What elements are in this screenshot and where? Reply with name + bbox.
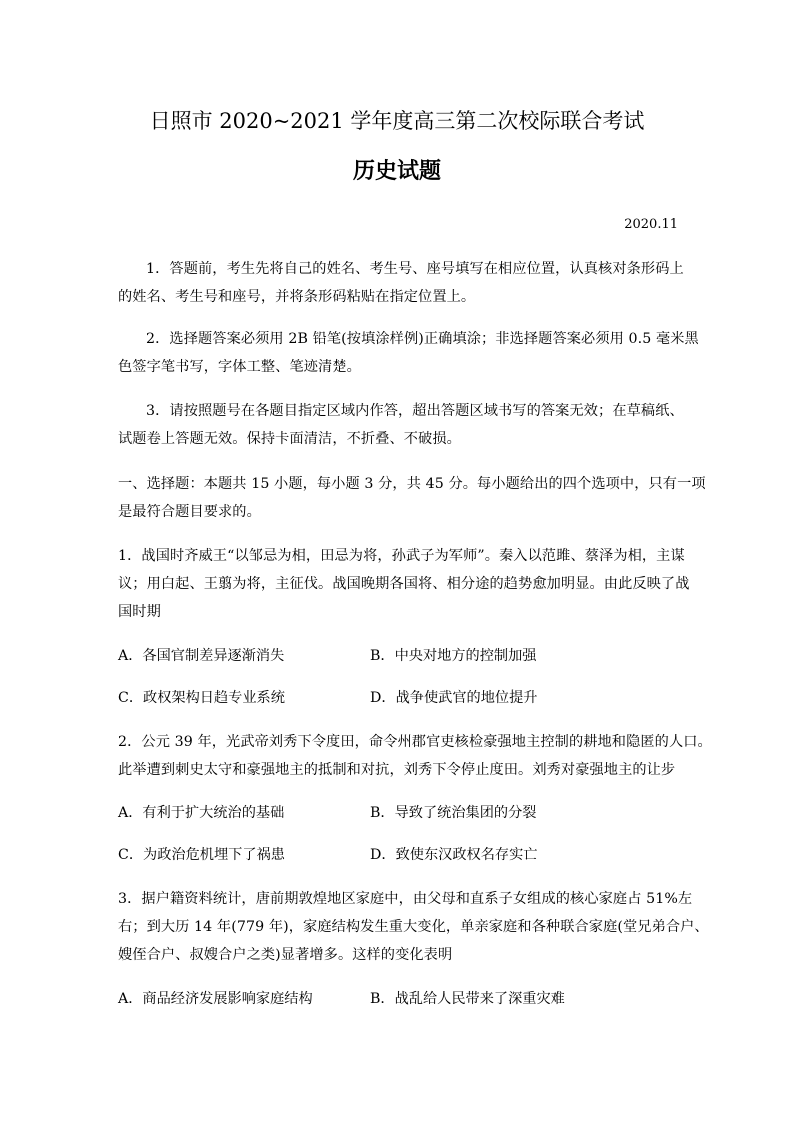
exam-title: 日照市 2020~2021 学年度高三第二次校际联合考试: [149, 109, 645, 133]
instruction-line: 试题卷上答题无效。保持卡面清洁，不折叠、不破损。: [118, 431, 461, 447]
option-b: B．中央对地方的控制加强: [370, 648, 537, 664]
instruction-line: 3．请按照题号在各题目指定区域内作答，超出答题区域书写的答案无效；在草稿纸、: [146, 403, 684, 419]
question-stem-line: 嫂侄合户、叔嫂合户之类)显著增多。这样的变化表明: [118, 947, 453, 963]
exam-date: 2020.11: [624, 217, 678, 232]
option-a: A．各国官制差异逐渐消失: [118, 648, 285, 664]
question-stem-line: 2．公元 39 年，光武帝刘秀下令度田，命令州郡官吏核检豪强地主控制的耕地和隐匿的人口。: [118, 734, 712, 750]
instruction-line: 的姓名、考生号和座号，并将条形码粘贴在指定位置上。: [118, 289, 476, 305]
option-b: B．导致了统治集团的分裂: [370, 805, 537, 821]
option-d: D．致使东汉政权名存实亡: [370, 847, 538, 863]
instruction-line: 1．答题前，考生先将自己的姓名、考生号、座号填写在相应位置，认真核对条形码上: [146, 261, 684, 277]
question-stem-line: 此举遭到刺史太守和豪强地主的抵制和对抗，刘秀下令停止度田。刘秀对豪强地主的让步: [118, 762, 676, 778]
subject-title: 历史试题: [352, 158, 441, 184]
instruction-line: 色签字笔书写，字体工整、笔迹清楚。: [118, 359, 361, 375]
option-a: A．有利于扩大统治的基础: [118, 805, 285, 821]
question-stem-line: 议；用白起、王翦为将，主征伐。战国晚期各国将、相分途的趋势愈加明显。由此反映了战: [118, 576, 690, 592]
option-d: D．战争使武官的地位提升: [370, 690, 538, 706]
option-c: C．为政治危机埋下了祸患: [118, 847, 285, 863]
option-b: B．战乱给人民带来了深重灾难: [370, 991, 565, 1007]
instruction-line: 2．选择题答案必须用 2B 铅笔(按填涂样例)正确填涂；非选择题答案必须用 0.5 毫米黑: [146, 331, 699, 347]
question-stem-line: 1．战国时齐威王“以邹忌为相，田忌为将，孙武子为军师”。秦入以范雎、蔡泽为相，主谋: [118, 548, 685, 564]
option-a: A．商品经济发展影响家庭结构: [118, 991, 313, 1007]
section-heading-line: 是最符合题目要求的。: [118, 504, 261, 520]
question-stem-line: 右；到大历 14 年(779 年)，家庭结构发生重大变化，单亲家庭和各种联合家庭(堂兄弟合户、: [118, 919, 709, 935]
option-c: C．政权架构日趋专业系统: [118, 690, 285, 706]
question-stem-line: 3．据户籍资料统计，唐前期敦煌地区家庭中，由父母和直系子女组成的核心家庭占 51%左: [118, 891, 693, 907]
question-stem-line: 国时期: [118, 604, 161, 620]
section-heading-line: 一、选择题：本题共 15 小题，每小题 3 分，共 45 分。每小题给出的四个选项中，只有一项: [118, 476, 706, 492]
